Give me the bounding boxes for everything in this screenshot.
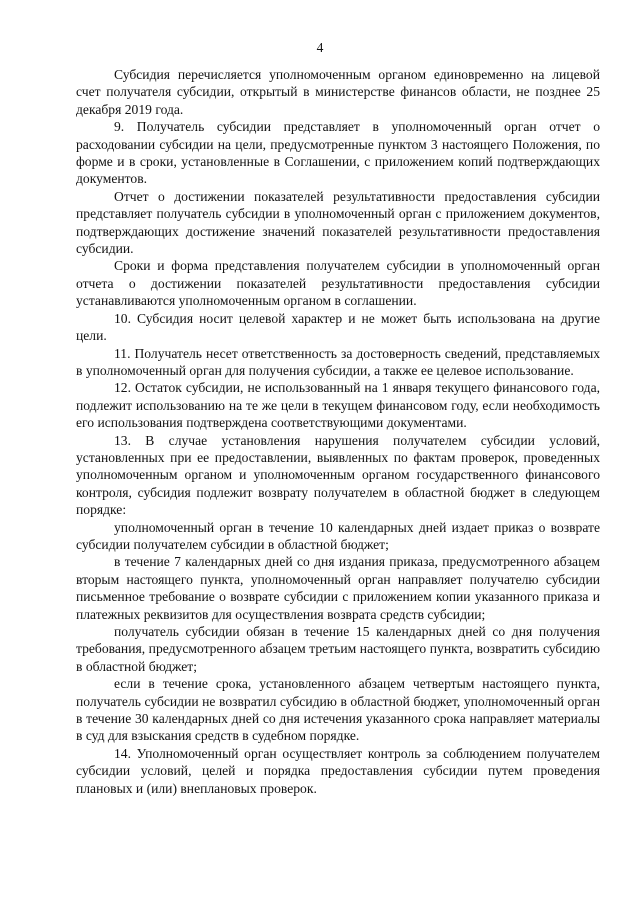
paragraph-14-control: 14. Уполномоченный орган осуществляет контроль за соблюдением получателем субсидии условий, целей и порядка предоставления субсидии путем проведения плановых и (или) внеплановых проверок. [76, 745, 600, 796]
paragraph-13-court: если в течение срока, установленного абзацем четвертым настоящего пункта, получатель субсидии не возвратил субсидию в областной бюджет, уполномоченный орган в течение 30 календарных дней со дня истечения указанного срока направляет материалы в суд для взыскания средств в судебном порядке. [76, 676, 600, 744]
paragraph-report-terms: Сроки и форма представления получателем субсидии в уполномоченный орган отчета о достижении показателей результативности предоставления субсидии устанавливаются уполномоченным органом в соглашении. [76, 258, 600, 309]
page-number: 4 [316, 40, 324, 55]
paragraph-13-return: получатель субсидии обязан в течение 15 календарных дней со дня получения требования, предусмотренного абзацем третьим настоящего пункта, возвратить субсидию в областной бюджет; [76, 624, 600, 674]
paragraph-9-report: 9. Получатель субсидии представляет в уполномоченный орган отчет о расходовании субсидии на цели, предусмотренные пунктом 3 настоящего Положения, по форме и в сроки, установленные в Соглашении, с приложением копий подтверждающих документов. [76, 119, 600, 187]
paragraph-13-order: уполномоченный орган в течение 10 календарных дней издает приказ о возврате субсидии получателем субсидии в областной бюджет; [76, 519, 600, 552]
paragraph-results-report: Отчет о достижении показателей результативности предоставления субсидии представляет получатель субсидии в уполномоченный орган с приложением документов, подтверждающих достижение значений показателей результативности предоставления субсидии. [76, 188, 600, 257]
paragraph-13-demand: в течение 7 календарных дней со дня издания приказа, предусмотренного абзацем вторым настоящего пункта, уполномоченный орган направляет получателю субсидии письменное требование о возврате субсидии с приложением копии указанного приказа и платежных реквизитов для осуществления возврата средств субсидии; [76, 554, 600, 622]
document-body [76, 66, 600, 797]
paragraph-13-violation: 13. В случае установления нарушения получателем субсидии условий, установленных при ее предоставлении, выявленных по фактам проверок, проведенных уполномоченным органом и уполномоченным органом государственного финансового контроля, субсидия подлежит возврату получателем в областной бюджет в следующем порядке: [76, 432, 600, 518]
paragraph-subsidy-transfer: Субсидия перечисляется уполномоченным органом единовременно на лицевой счет получателя субсидии, открытый в министерстве финансов области, не позднее 25 декабря 2019 года. [76, 67, 600, 117]
paragraph-10-purpose: 10. Субсидия носит целевой характер и не может быть использована на другие цели. [76, 310, 600, 344]
paragraph-12-remainder: 12. Остаток субсидии, не использованный на 1 января текущего финансового года, подлежит использованию на те же цели в текущем финансовом году, если необходимость его использования подтверждена соответствующими документами. [76, 380, 600, 431]
paragraph-11-responsibility: 11. Получатель несет ответственность за достоверность сведений, представляемых в уполномоченный орган для получения субсидии, а также ее целевое использование. [76, 345, 600, 378]
